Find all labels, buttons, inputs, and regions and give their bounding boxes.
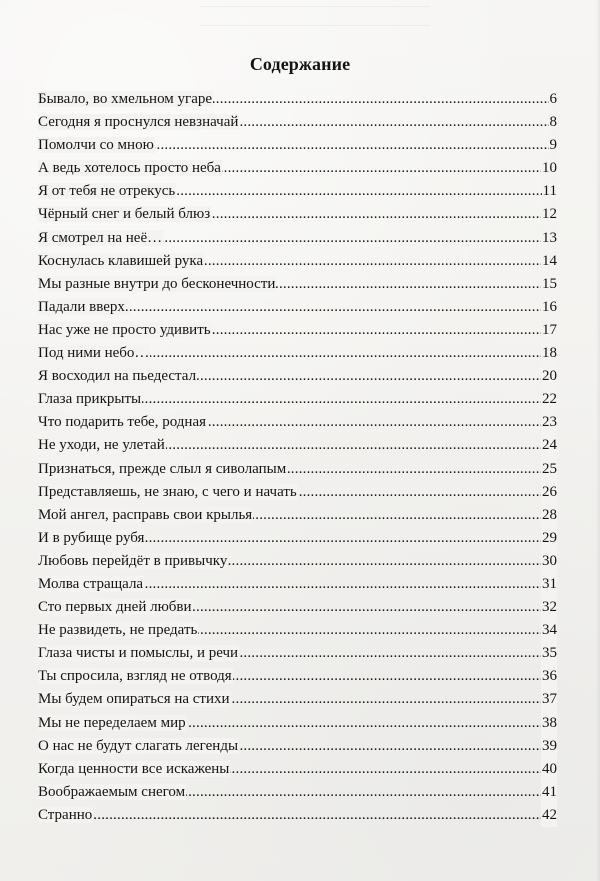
toc-entry-title: Мы разные внутри до бесконечности: [38, 275, 276, 292]
toc-entry-title: Когда ценности все искажены: [38, 760, 230, 777]
toc-entry: [38, 411, 557, 434]
toc-entry-page: 11: [542, 180, 557, 203]
toc-entry: [38, 596, 557, 619]
toc-entry-page: 41: [541, 781, 557, 804]
toc-entry-page: 16: [541, 296, 557, 319]
toc-entry: [38, 111, 557, 134]
toc-entry: [38, 504, 557, 527]
toc-entry: [38, 434, 557, 457]
toc-entry-page: 9: [549, 134, 558, 157]
toc-entry-page: 8: [549, 111, 558, 134]
toc-entry-title: Что подарить тебе, родная: [38, 414, 207, 431]
toc-entry: [38, 342, 557, 365]
toc-entry-title: Я восходил на пьедестал: [38, 368, 197, 385]
toc-entry-page: 37: [541, 688, 557, 711]
toc-entry-page: 35: [541, 642, 557, 665]
toc-entry-title: Признаться, прежде слыл я сиволапым: [38, 460, 287, 477]
toc-entry: [38, 712, 557, 735]
toc-entry-title: Нас уже не просто удивить: [38, 321, 211, 338]
toc-entry: [38, 273, 557, 296]
toc-entry: [38, 319, 557, 342]
toc-entry: [38, 665, 557, 688]
toc-entry-title: Глаза чисты и помыслы, и речи: [38, 645, 239, 662]
toc-entry-title: Помолчи со мною: [38, 137, 154, 154]
toc-entry: [38, 458, 557, 481]
toc-entry-title: Мы не переделаем мир: [38, 714, 186, 731]
toc-entry-page: 10: [541, 157, 557, 180]
toc-entry-title: Чёрный снег и белый блюз: [38, 206, 211, 223]
toc-entry-title: Я смотрел на неё…: [38, 229, 163, 246]
toc-entry-title: О нас не будут слагать легенды: [38, 737, 239, 754]
toc-entry: [38, 642, 557, 665]
toc-entry-page: 20: [541, 365, 557, 388]
toc-entry: [38, 157, 557, 180]
toc-entry-title: Странно: [38, 806, 93, 823]
toc-entry-title: Не уходи, не улетай: [38, 437, 165, 454]
toc-entry: [38, 203, 557, 226]
toc-entry-page: 24: [541, 434, 557, 457]
table-of-contents: [38, 88, 557, 827]
toc-entry-title: Я от тебя не отрекусь: [38, 183, 176, 200]
toc-entry-title: Сегодня я проснулся невзначай: [38, 114, 239, 131]
toc-entry-title: Бывало, во хмельном угаре: [38, 91, 213, 107]
toc-entry: [38, 180, 557, 203]
toc-entry: [38, 758, 557, 781]
toc-entry: [38, 250, 557, 273]
toc-entry-page: 14: [541, 250, 557, 273]
toc-entry: [38, 619, 557, 642]
toc-entry: [38, 688, 557, 711]
toc-entry: [38, 804, 557, 827]
toc-entry-page: 23: [541, 411, 557, 434]
toc-entry: [38, 227, 557, 250]
toc-entry-title: Под ними небо…: [38, 345, 150, 362]
toc-entry-page: 30: [541, 550, 557, 573]
toc-entry-title: Любовь перейдёт в привычку: [38, 552, 228, 569]
toc-entry-page: 38: [541, 712, 557, 735]
toc-entry-page: 36: [541, 665, 557, 688]
toc-entry-title: Представляешь, не знаю, с чего и начать: [38, 483, 297, 500]
toc-entry-title: Коснулась клавишей рука: [38, 252, 204, 269]
toc-entry-page: 42: [541, 804, 557, 827]
toc-entry: [38, 735, 557, 758]
toc-entry-page: 28: [541, 504, 557, 527]
toc-entry-title: Сто первых дней любви: [38, 599, 192, 616]
toc-entry: [38, 527, 557, 550]
toc-entry-title: Молва стращала: [38, 575, 144, 592]
toc-entry-page: 39: [541, 735, 557, 758]
toc-entry-title: Воображаемым снегом: [38, 783, 186, 800]
toc-entry-title: Падали вверх.: [38, 298, 129, 315]
toc-entry-page: 13: [541, 227, 557, 250]
toc-entry-page: 31: [541, 573, 557, 596]
toc-entry-page: 18: [541, 342, 557, 365]
toc-entry-page: 17: [541, 319, 557, 342]
toc-entry: [38, 296, 557, 319]
bleed-through-top: [200, 6, 430, 26]
toc-entry-page: 22: [541, 388, 557, 411]
toc-entry: [38, 365, 557, 388]
toc-entry: [38, 88, 557, 111]
toc-entry: [38, 573, 557, 596]
toc-entry-title: И в рубище рубя: [38, 529, 145, 546]
toc-entry-page: 29: [541, 527, 557, 550]
toc-entry-page: 26: [541, 481, 557, 504]
toc-entry-page: 32: [541, 596, 557, 619]
toc-entry-page: 12: [541, 203, 557, 226]
page-edge-shadow: [596, 0, 600, 881]
toc-entry-page: 15: [541, 273, 557, 296]
toc-entry-title: Не развидеть, не предать: [38, 622, 198, 639]
toc-entry-title: Ты спросила, взгляд не отводя: [38, 668, 232, 685]
toc-entry-title: Мы будем опираться на стихи: [38, 691, 230, 708]
page-title: Содержание: [249, 54, 351, 75]
toc-entry-page: 34: [541, 619, 557, 642]
toc-entry: [38, 134, 557, 157]
toc-entry-title: Мой ангел, расправь свои крылья: [38, 506, 253, 523]
toc-entry: [38, 550, 557, 573]
toc-entry: [38, 388, 557, 411]
toc-entry-page: 25: [541, 458, 557, 481]
toc-entry-page: 6: [549, 88, 558, 111]
toc-entry-title: Глаза прикрыты: [38, 391, 142, 408]
toc-entry-title: А ведь хотелось просто неба: [38, 160, 221, 177]
toc-entry: [38, 481, 557, 504]
toc-entry-page: 40: [541, 758, 557, 781]
toc-entry: [38, 781, 557, 804]
